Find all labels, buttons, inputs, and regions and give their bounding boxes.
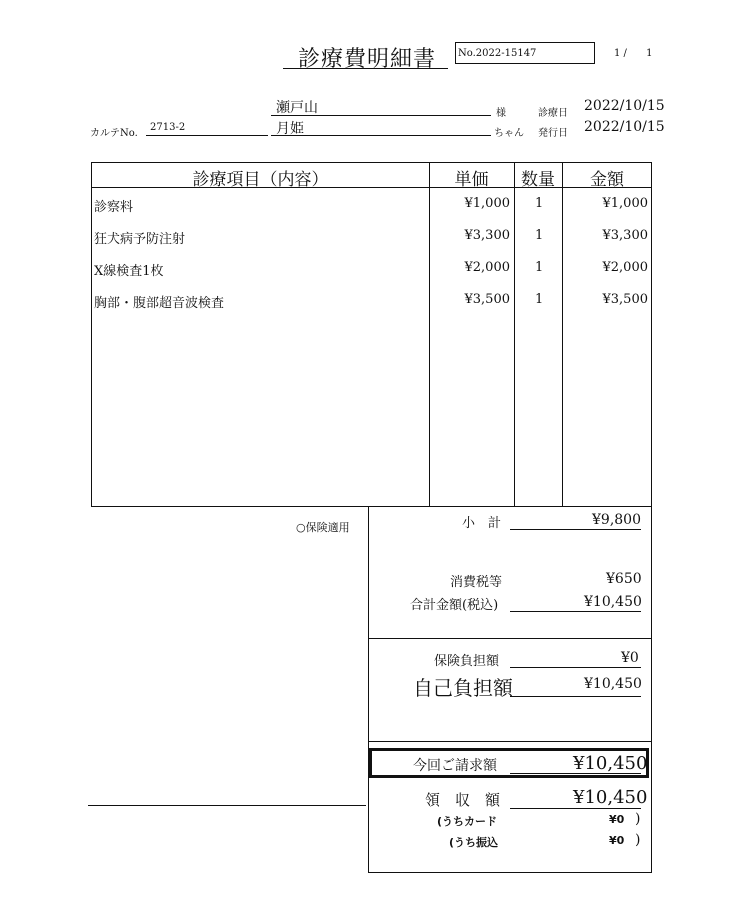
karte-underline xyxy=(146,135,268,136)
owner-suffix: 様 xyxy=(496,108,506,119)
received-underline xyxy=(510,808,641,809)
transfer-value: ¥0 xyxy=(609,834,625,847)
signature-line xyxy=(88,805,366,806)
row-item: X線検査1枚 xyxy=(94,264,164,279)
owner-underline xyxy=(271,115,491,116)
insurance-burden-value: ¥0 xyxy=(621,650,639,666)
self-burden-value: ¥10,450 xyxy=(584,676,642,692)
row-unit-price: ¥3,500 xyxy=(464,292,510,307)
insurance-note: ○保険適用 xyxy=(296,521,350,534)
tax-label: 消費税等 xyxy=(450,575,503,590)
pet-name: 月姫 xyxy=(276,121,304,137)
header-unit-price: 単価 xyxy=(454,170,489,190)
table-row xyxy=(92,228,651,248)
row-quantity: 1 xyxy=(535,260,544,275)
header-item: 診療項目（内容） xyxy=(192,170,329,190)
self-burden-label: 自己負担額 xyxy=(413,676,513,700)
issue-date: 2022/10/15 xyxy=(584,119,665,135)
subtotal-label: 小 計 xyxy=(462,516,502,531)
document-number: No.2022-15147 xyxy=(455,42,595,64)
received-label: 領 収 額 xyxy=(425,791,501,809)
table-row xyxy=(92,260,651,280)
self-burden-underline xyxy=(510,696,641,697)
row-amount: ¥1,000 xyxy=(602,196,648,211)
row-item: 胸部・腹部超音波検査 xyxy=(94,296,225,311)
pet-suffix: ちゃん xyxy=(494,128,524,139)
row-item: 診察料 xyxy=(94,200,134,215)
table-row xyxy=(92,292,651,312)
transfer-label: (うち振込 xyxy=(449,836,499,849)
insurance-burden-label: 保険負担額 xyxy=(434,654,500,669)
total-underline xyxy=(510,611,641,612)
subtotal-value: ¥9,800 xyxy=(592,512,641,528)
pet-underline xyxy=(271,135,491,136)
received-value: ¥10,450 xyxy=(573,787,648,808)
karte-number: 2713-2 xyxy=(150,122,186,133)
summary-divider xyxy=(369,741,651,742)
row-amount: ¥2,000 xyxy=(602,260,648,275)
owner-name: 瀬戸山 xyxy=(276,100,318,116)
row-unit-price: ¥3,300 xyxy=(464,228,510,243)
karte-label: カルテNo. xyxy=(90,128,138,139)
row-item: 狂犬病予防注射 xyxy=(94,232,186,247)
billing-value: ¥10,450 xyxy=(573,753,648,774)
page-indicator xyxy=(614,48,652,59)
items-table xyxy=(91,162,652,507)
header-quantity: 数量 xyxy=(521,170,555,190)
tax-value: ¥650 xyxy=(606,571,642,587)
row-amount: ¥3,300 xyxy=(602,228,648,243)
row-quantity: 1 xyxy=(535,228,544,243)
visit-date: 2022/10/15 xyxy=(584,98,665,114)
total-value: ¥10,450 xyxy=(584,594,642,610)
card-close-paren: ) xyxy=(635,811,641,827)
row-amount: ¥3,500 xyxy=(602,292,648,307)
billing-label: 今回ご請求額 xyxy=(413,758,497,774)
page-current: 1 / xyxy=(614,48,627,59)
issue-date-label: 発行日 xyxy=(538,128,568,139)
billing-underline xyxy=(510,773,641,774)
card-label: (うちカード xyxy=(437,815,498,828)
header-amount: 金額 xyxy=(590,170,624,190)
subtotal-underline xyxy=(510,529,641,530)
row-quantity: 1 xyxy=(535,292,544,307)
row-unit-price: ¥1,000 xyxy=(464,196,510,211)
insurance-underline xyxy=(510,667,641,668)
table-row xyxy=(92,196,651,216)
document-title: 診療費明細書 xyxy=(298,47,437,72)
row-unit-price: ¥2,000 xyxy=(464,260,510,275)
visit-date-label: 診療日 xyxy=(538,108,568,119)
title-underline xyxy=(283,68,448,69)
row-quantity: 1 xyxy=(535,196,544,211)
card-value: ¥0 xyxy=(609,813,625,826)
summary-divider xyxy=(369,638,651,639)
page-total: 1 xyxy=(646,48,653,59)
total-label: 合計金額(税込) xyxy=(410,598,499,613)
transfer-close-paren: ) xyxy=(635,832,641,848)
